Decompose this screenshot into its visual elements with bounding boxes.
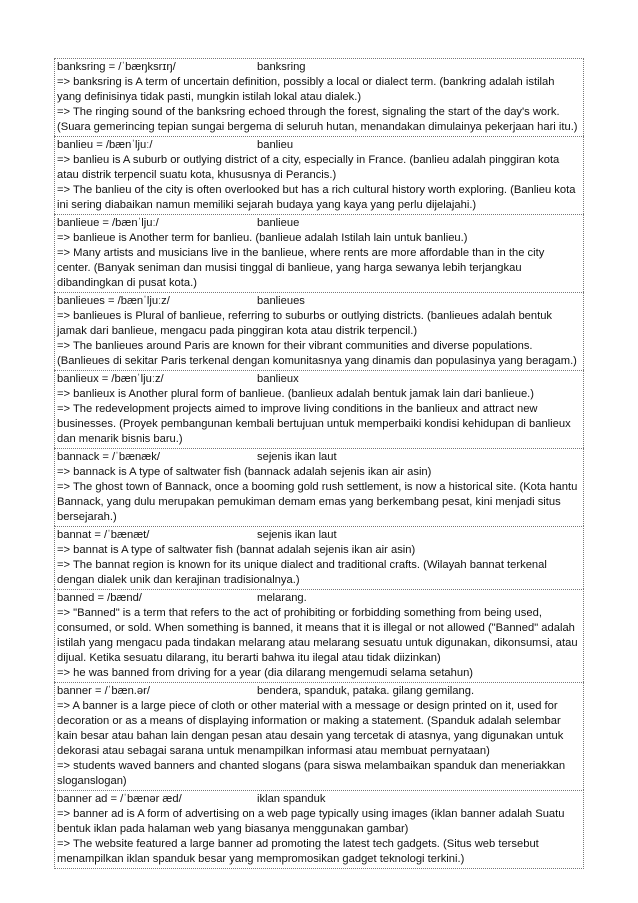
entry-headword: banlieu = /bænˈljuː/: [57, 139, 153, 151]
entry-line: => bannack is A type of saltwater fish (bannack adalah sejenis ikan air asin): [57, 466, 432, 478]
entry-headword: banlieue = /bænˈljuː/: [57, 217, 159, 229]
entry-headword: banlieues = /bænˈljuːz/: [57, 295, 170, 307]
entry-headword: banlieux = /bænˈljuːz/: [57, 373, 164, 385]
entry-translation: iklan spanduk: [257, 793, 326, 805]
entry-line: => banlieues is Plural of banlieue, referring to suburbs or outlying districts. (banlieues adalah bentuk jamak dari banlieue, mengacu pada pinggiran kota atau distrik terpencil.): [57, 310, 553, 337]
entry-translation: melarang.: [257, 592, 307, 604]
entry-line: => banner ad is A form of advertising on a web page typically using images (iklan banner adalah Suatu bentuk iklan pada halaman web yang biasanya menggunakan gambar): [57, 808, 565, 835]
entry-translation: banlieues: [257, 295, 305, 307]
entry-line: => "Banned" is a term that refers to the act of prohibiting or forbidding something from being used, consumed, or sold. When something is banned, it means that it is illegal or not allowed ("Banned" adalah istilah yang mengacu pada tindakan melarang atau melarang sesuatu untuk digunakan, dikonsumsi, atau dijual. Ketika sesuatu dilarang, itu berarti bahwa itu ilegal atau tidak diizinkan): [57, 607, 578, 664]
entry-header: [57, 684, 581, 699]
entry-translation: sejenis ikan laut: [257, 529, 337, 541]
entry-translation: banlieu: [257, 139, 294, 151]
dictionary-entry: [54, 682, 584, 790]
entry-headword: bannat = /ˈbænæt/: [57, 529, 150, 541]
entry-line: => The banlieu of the city is often overlooked but has a rich cultural history worth exploring. (Banlieu kota ini sering diabaikan namun memiliki sejarah budaya yang kaya yang perlu dijelajahi.): [57, 184, 576, 211]
entry-line: => banlieue is Another term for banlieu. (banlieue adalah Istilah lain untuk banlieu.): [57, 232, 468, 244]
dictionary-entry: [54, 214, 584, 292]
entry-header: [57, 591, 581, 606]
entry-line: => banlieu is A suburb or outlying district of a city, especially in France. (banlieu adalah pinggiran kota atau distrik terpencil suatu kota, khususnya di Perancis.): [57, 154, 560, 181]
entry-headword: banner ad = /ˈbænər æd/: [57, 793, 182, 805]
entry-header: [57, 528, 581, 543]
entry-translation: banlieue: [257, 217, 300, 229]
dictionary-entry: [54, 58, 584, 136]
entry-translation: bendera, spanduk, pataka. gilang gemilang.: [257, 685, 475, 697]
entry-header: [57, 450, 581, 465]
entry-line: => students waved banners and chanted slogans (para siswa melambaikan spanduk dan meneriakkan sloganslogan): [57, 760, 566, 787]
entry-header: [57, 138, 581, 153]
entry-line: => The banlieues around Paris are known for their vibrant communities and diverse populations. (Banlieues di sekitar Paris terkenal dengan komunitasnya yang dinamis dan populasinya yang beragam.): [57, 340, 577, 367]
dictionary-entry: [54, 790, 584, 869]
entry-headword: banner = /ˈbæn.ər/: [57, 685, 150, 697]
entry-line: => The redevelopment projects aimed to improve living conditions in the banlieux and attract new businesses. (Proyek pembangunan kembali bertujuan untuk memperbaiki kondisi kehidupan di banlieux dan menarik bisnis baru.): [57, 403, 571, 445]
dictionary-entry: [54, 448, 584, 526]
entry-line: => The ringing sound of the banksring echoed through the forest, signaling the start of the day's work. (Suara gemerincing tepian sungai bergema di seluruh hutan, menandakan dimulainya pekerjaan hari itu.): [57, 106, 578, 133]
dictionary-entry: [54, 136, 584, 214]
dictionary-entry: [54, 526, 584, 589]
entry-line: => The ghost town of Bannack, once a booming gold rush settlement, is now a historical site. (Kota hantu Bannack, yang dulu merupakan pemukiman demam emas yang berkembang pesat, kini menjadi situs bersejarah.): [57, 481, 578, 523]
entry-line: => he was banned from driving for a year (dia dilarang mengemudi selama setahun): [57, 667, 474, 679]
entry-header: [57, 372, 581, 387]
dictionary-entries: [54, 58, 584, 869]
dictionary-entry: [54, 292, 584, 370]
entry-line: => The website featured a large banner ad promoting the latest tech gadgets. (Situs web tersebut menampilkan iklan spanduk besar yang mempromosikan gadget teknologi terkini.): [57, 838, 539, 865]
entry-header: [57, 60, 581, 75]
entry-header: [57, 792, 581, 807]
entry-line: => banksring is A term of uncertain definition, possibly a local or dialect term. (bankring adalah istilah yang definisinya tidak pasti, mungkin istilah lokal atau dialek.): [57, 76, 555, 103]
entry-line: => Many artists and musicians live in the banlieue, where rents are more affordable than in the city center. (Banyak seniman dan musisi tinggal di banlieue, yang harga sewanya lebih terjangkau dibandingkan di pusat kota.): [57, 247, 545, 289]
entry-translation: banksring: [257, 61, 306, 73]
entry-headword: banksring = /ˈbæŋksrɪŋ/: [57, 61, 176, 73]
entry-line: => banlieux is Another plural form of banlieue. (banlieux adalah bentuk jamak lain dari banlieue.): [57, 388, 535, 400]
entry-line: => The bannat region is known for its unique dialect and traditional crafts. (Wilayah bannat terkenal dengan dialek unik dan kerajinan tradisionalnya.): [57, 559, 547, 586]
dictionary-entry: [54, 370, 584, 448]
entry-line: => bannat is A type of saltwater fish (bannat adalah sejenis ikan air asin): [57, 544, 416, 556]
entry-translation: sejenis ikan laut: [257, 451, 337, 463]
entry-header: [57, 294, 581, 309]
entry-translation: banlieux: [257, 373, 299, 385]
entry-headword: banned = /bænd/: [57, 592, 142, 604]
entry-headword: bannack = /ˈbænæk/: [57, 451, 160, 463]
dictionary-entry: [54, 589, 584, 682]
entry-line: => A banner is a large piece of cloth or other material with a message or design printed on it, used for decoration or as a means of displaying information or making a statement. (Spanduk adalah selembar kain besar atau bahan lain dengan pesan atau desain yang tercetak di atasnya, yang digunakan untuk dekorasi atau sebagai sarana untuk menampilkan informasi atau membuat pernyataan): [57, 700, 564, 757]
entry-header: [57, 216, 581, 231]
